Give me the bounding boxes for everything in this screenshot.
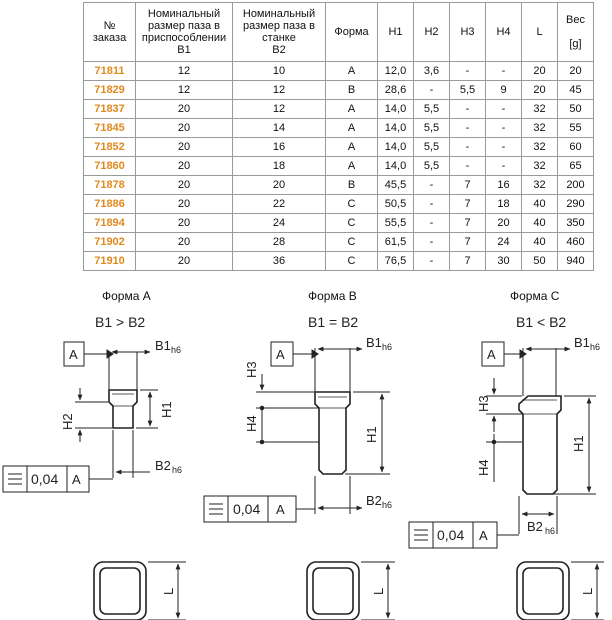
cell-l: 40 <box>522 233 558 252</box>
cell-order-code: 71886 <box>84 195 136 214</box>
table-row <box>84 119 594 138</box>
table-row <box>84 62 594 81</box>
cell-b2: 22 <box>233 195 326 214</box>
cell-h3: 7 <box>450 233 486 252</box>
cell-weight: 290 <box>558 195 594 214</box>
cell-h2: - <box>414 176 450 195</box>
cell-l: 20 <box>522 62 558 81</box>
cell-b2: 28 <box>233 233 326 252</box>
cell-weight: 200 <box>558 176 594 195</box>
cell-b1: 12 <box>136 62 233 81</box>
table-row <box>84 138 594 157</box>
cell-order-code: 71878 <box>84 176 136 195</box>
cell-h3: - <box>450 62 486 81</box>
cell-h4: - <box>486 157 522 176</box>
cell-b1: 20 <box>136 233 233 252</box>
form-b-h3: H3 <box>244 361 259 378</box>
cell-form: A <box>326 62 378 81</box>
header-h3: H3 <box>450 3 486 62</box>
svg-text:h6: h6 <box>590 342 601 352</box>
cell-h4: 18 <box>486 195 522 214</box>
cell-h1: 14,0 <box>378 119 414 138</box>
svg-text:h6: h6 <box>382 342 393 352</box>
cell-b1: 20 <box>136 100 233 119</box>
cell-weight: 45 <box>558 81 594 100</box>
cell-h4: - <box>486 62 522 81</box>
cell-h4: 20 <box>486 214 522 233</box>
form-c-h4: H4 <box>476 459 491 476</box>
form-c-top-view <box>517 562 569 620</box>
cell-l: 32 <box>522 157 558 176</box>
table-row <box>84 81 594 100</box>
cell-b1: 12 <box>136 81 233 100</box>
cell-form: B <box>326 81 378 100</box>
cell-h2: - <box>414 195 450 214</box>
cell-form: C <box>326 214 378 233</box>
cell-b2: 18 <box>233 157 326 176</box>
form-b-h1: H1 <box>364 426 379 443</box>
cell-form: A <box>326 138 378 157</box>
cell-order-code: 71902 <box>84 233 136 252</box>
cell-l: 40 <box>522 214 558 233</box>
form-c-title: Форма C <box>510 289 560 303</box>
cell-weight: 50 <box>558 100 594 119</box>
table-header-row <box>84 3 594 62</box>
form-c-l: L <box>580 587 595 595</box>
cell-l: 20 <box>522 81 558 100</box>
cell-b1: 20 <box>136 138 233 157</box>
cell-h1: 14,0 <box>378 157 414 176</box>
svg-text:0,04: 0,04 <box>233 501 261 517</box>
cell-h4: - <box>486 100 522 119</box>
form-b-b2: B2 <box>366 493 382 508</box>
form-c-h1: H1 <box>571 435 586 452</box>
table-body <box>84 62 594 271</box>
cell-h1: 14,0 <box>378 138 414 157</box>
form-c-h3: H3 <box>476 395 491 412</box>
form-c-relation: B1 < B2 <box>516 314 567 330</box>
cell-weight: 460 <box>558 233 594 252</box>
cell-h3: 7 <box>450 252 486 271</box>
cell-h3: - <box>450 100 486 119</box>
cell-b2: 10 <box>233 62 326 81</box>
cell-l: 32 <box>522 119 558 138</box>
form-b-part <box>315 392 350 474</box>
svg-text:0,04: 0,04 <box>31 471 59 487</box>
header-b2: Номинальный размер паза в станке B2 <box>233 3 326 62</box>
table-row <box>84 176 594 195</box>
svg-text:0,04: 0,04 <box>437 527 465 543</box>
cell-l: 50 <box>522 252 558 271</box>
cell-order-code: 71860 <box>84 157 136 176</box>
form-c-part <box>519 396 561 494</box>
header-weight: Вес [g] <box>558 3 594 62</box>
cell-h2: 5,5 <box>414 119 450 138</box>
spec-table <box>83 2 594 271</box>
cell-h2: - <box>414 233 450 252</box>
cell-h3: - <box>450 157 486 176</box>
cell-h1: 61,5 <box>378 233 414 252</box>
cell-weight: 65 <box>558 157 594 176</box>
svg-text:h6: h6 <box>172 465 183 475</box>
cell-h4: 9 <box>486 81 522 100</box>
cell-h3: 7 <box>450 195 486 214</box>
cell-weight: 55 <box>558 119 594 138</box>
cell-b2: 14 <box>233 119 326 138</box>
cell-h3: 7 <box>450 176 486 195</box>
cell-b2: 24 <box>233 214 326 233</box>
cell-b2: 36 <box>233 252 326 271</box>
cell-weight: 60 <box>558 138 594 157</box>
table-row <box>84 252 594 271</box>
header-h4: H4 <box>486 3 522 62</box>
form-a-relation: B1 > B2 <box>95 314 146 330</box>
cell-form: C <box>326 195 378 214</box>
cell-h2: 5,5 <box>414 138 450 157</box>
header-h2: H2 <box>414 3 450 62</box>
cell-h1: 45,5 <box>378 176 414 195</box>
cell-l: 32 <box>522 176 558 195</box>
form-a-datum <box>64 342 113 366</box>
cell-order-code: 71829 <box>84 81 136 100</box>
cell-form: A <box>326 100 378 119</box>
table-row <box>84 214 594 233</box>
cell-order-code: 71852 <box>84 138 136 157</box>
cell-form: C <box>326 233 378 252</box>
svg-text:A: A <box>72 472 81 487</box>
form-a-h2: H2 <box>60 413 75 430</box>
cell-b1: 20 <box>136 252 233 271</box>
form-c-b2: B2 <box>527 519 543 534</box>
form-b-b1: B1 <box>366 335 382 350</box>
header-order-number: № заказа <box>84 3 136 62</box>
form-a-title: Форма А <box>102 289 151 303</box>
cell-l: 32 <box>522 138 558 157</box>
form-b-title: Форма B <box>308 289 357 303</box>
svg-text:h6: h6 <box>382 500 393 510</box>
header-b1: Номинальный размер паза в приспособлении B1 <box>136 3 233 62</box>
svg-text:h6: h6 <box>545 526 556 536</box>
cell-form: C <box>326 252 378 271</box>
cell-h2: - <box>414 81 450 100</box>
header-form: Форма <box>326 3 378 62</box>
cell-order-code: 71910 <box>84 252 136 271</box>
cell-order-code: 71845 <box>84 119 136 138</box>
cell-b2: 12 <box>233 100 326 119</box>
cell-form: A <box>326 157 378 176</box>
cell-h2: 5,5 <box>414 100 450 119</box>
cell-h3: - <box>450 138 486 157</box>
cell-b2: 20 <box>233 176 326 195</box>
cell-form: B <box>326 176 378 195</box>
svg-text:A: A <box>276 347 285 362</box>
form-a-h1: H1 <box>159 401 174 418</box>
cell-h4: - <box>486 119 522 138</box>
form-c-datum <box>482 342 526 366</box>
cell-h4: 16 <box>486 176 522 195</box>
cell-h1: 14,0 <box>378 100 414 119</box>
cell-order-code: 71837 <box>84 100 136 119</box>
cell-h3: - <box>450 119 486 138</box>
cell-b1: 20 <box>136 214 233 233</box>
form-b-datum <box>271 342 318 366</box>
form-b-tolerance-frame <box>204 496 315 522</box>
cell-b1: 20 <box>136 157 233 176</box>
cell-h2: 3,6 <box>414 62 450 81</box>
table-row <box>84 233 594 252</box>
cell-b1: 20 <box>136 119 233 138</box>
cell-h3: 7 <box>450 214 486 233</box>
table-row <box>84 100 594 119</box>
cell-weight: 940 <box>558 252 594 271</box>
cell-h1: 55,5 <box>378 214 414 233</box>
drawings-canvas <box>0 300 612 620</box>
cell-h1: 76,5 <box>378 252 414 271</box>
cell-l: 32 <box>522 100 558 119</box>
form-b-top-view <box>307 562 359 620</box>
cell-b2: 12 <box>233 81 326 100</box>
cell-order-code: 71811 <box>84 62 136 81</box>
svg-text:A: A <box>276 502 285 517</box>
form-a-part <box>109 390 137 428</box>
header-h1: H1 <box>378 3 414 62</box>
svg-text:A: A <box>479 528 488 543</box>
cell-l: 40 <box>522 195 558 214</box>
cell-b1: 20 <box>136 176 233 195</box>
form-a-l: L <box>161 587 176 595</box>
form-a-tolerance-frame <box>3 466 113 492</box>
cell-h2: 5,5 <box>414 157 450 176</box>
form-c-tolerance-frame <box>409 522 519 548</box>
form-b-h4: H4 <box>244 415 259 432</box>
form-b-l: L <box>371 587 386 595</box>
cell-h3: 5,5 <box>450 81 486 100</box>
cell-order-code: 71894 <box>84 214 136 233</box>
cell-h2: - <box>414 214 450 233</box>
cell-h1: 12,0 <box>378 62 414 81</box>
svg-text:h6: h6 <box>171 345 182 355</box>
cell-h4: - <box>486 138 522 157</box>
form-a-b1: B1 <box>155 338 171 353</box>
cell-b2: 16 <box>233 138 326 157</box>
cell-b1: 20 <box>136 195 233 214</box>
table-row <box>84 157 594 176</box>
cell-h4: 24 <box>486 233 522 252</box>
cell-h2: - <box>414 252 450 271</box>
header-l: L <box>522 3 558 62</box>
form-a-b2: B2 <box>155 458 171 473</box>
cell-h1: 28,6 <box>378 81 414 100</box>
table-row <box>84 195 594 214</box>
cell-weight: 350 <box>558 214 594 233</box>
svg-text:A: A <box>487 347 496 362</box>
form-b-relation: B1 = B2 <box>308 314 359 330</box>
form-c-b1: B1 <box>574 335 590 350</box>
cell-h1: 50,5 <box>378 195 414 214</box>
cell-weight: 20 <box>558 62 594 81</box>
form-a-top-view <box>94 562 146 620</box>
cell-h4: 30 <box>486 252 522 271</box>
svg-text:A: A <box>69 347 78 362</box>
cell-form: A <box>326 119 378 138</box>
